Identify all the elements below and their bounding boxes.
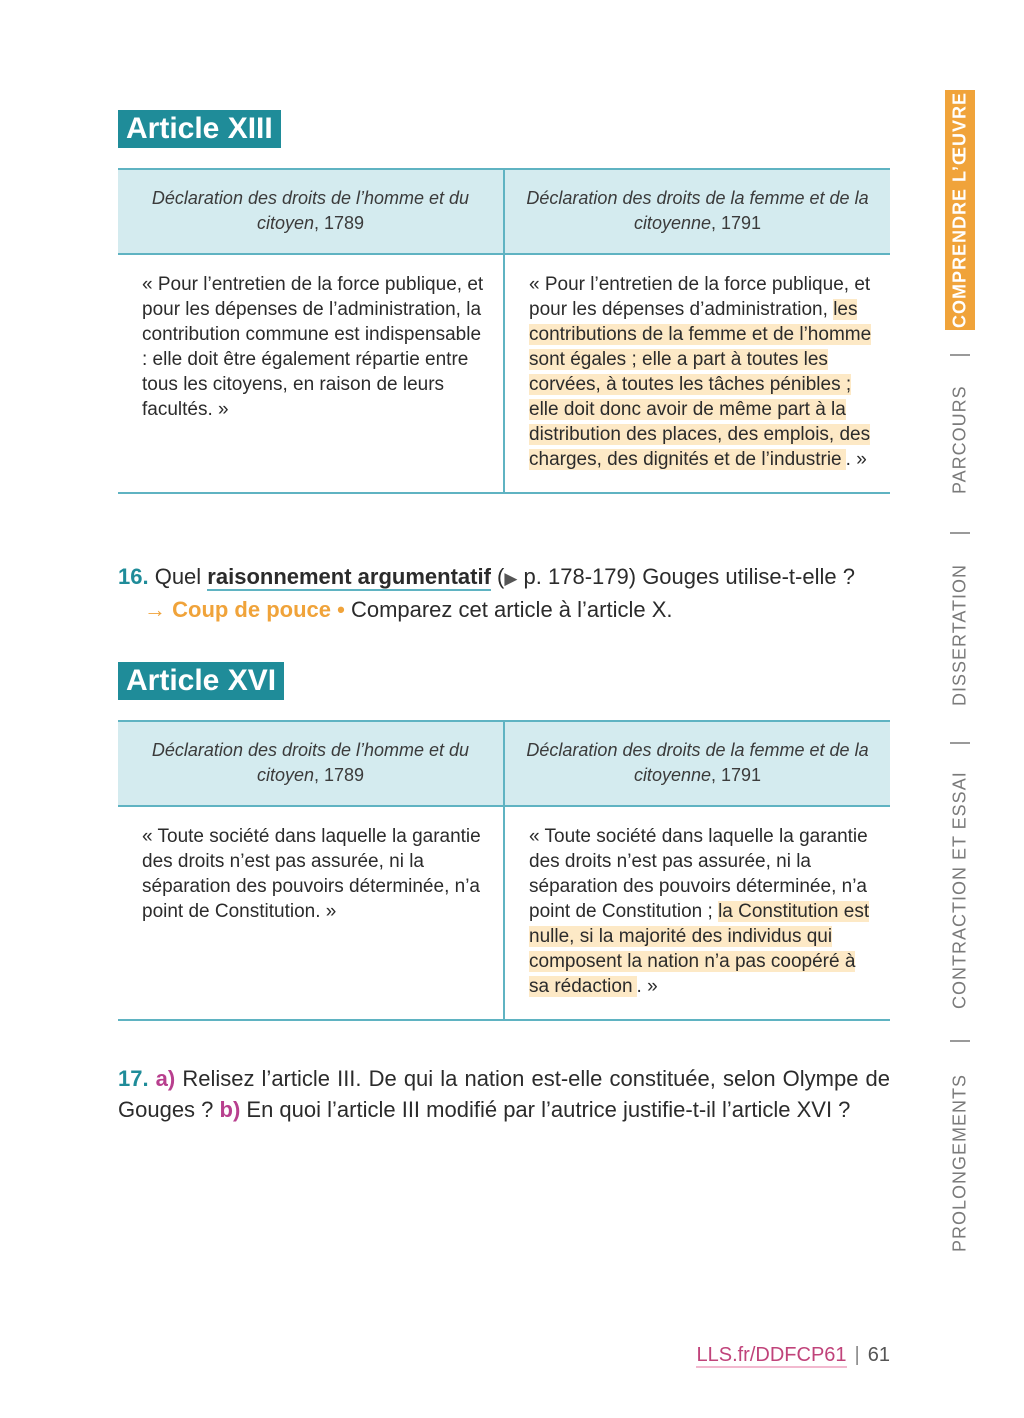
question-number: 16. — [118, 564, 149, 589]
col-1791-header — [504, 721, 890, 806]
col-1791-header — [504, 169, 890, 254]
side-nav-dissertation[interactable]: DISSERTATION — [949, 563, 970, 707]
side-nav-prolongements[interactable]: PROLONGEMENTS — [949, 1073, 970, 1253]
header-year: , 1791 — [711, 213, 762, 233]
col-1789-header — [118, 721, 504, 806]
resource-link[interactable]: LLS.fr/DDFCP61 — [696, 1344, 847, 1366]
page-reference[interactable]: p. 178-179) — [517, 564, 637, 589]
text-1789 — [118, 254, 504, 493]
side-nav-separator — [950, 532, 970, 534]
quote-text: « Pour l’entretien de la force publique, et pour les dépenses d’administration, — [529, 274, 871, 320]
question-text: Quel — [148, 564, 208, 589]
arrow-right-icon: → — [144, 597, 166, 622]
highlighted-text: la Constitution est nulle, si la majorité des individus qui composent la nation n’a pas coopéré à sa rédaction — [529, 901, 870, 997]
ref-open: ( — [490, 564, 505, 589]
sub-question-b: b) — [213, 1097, 241, 1122]
article-13-title: Article XIII — [118, 110, 281, 148]
side-nav-contraction[interactable]: CONTRACTION ET ESSAI — [949, 771, 970, 1009]
header-title: Déclaration des droits de l’homme et du citoyen — [151, 188, 470, 233]
header-year: , 1789 — [314, 765, 365, 785]
quote-end: . » — [845, 449, 867, 470]
footer — [696, 1342, 890, 1368]
question-text-a: Relisez l’article III. De qui la nation est-elle constituée, selon Olympe de Gouges ? — [118, 1066, 890, 1122]
table-row — [118, 806, 890, 1020]
side-nav-separator — [950, 742, 970, 744]
question-number: 17. — [118, 1066, 149, 1091]
quote-text: « Toute société dans laquelle la garantie des droits n’est pas assurée, ni la séparation des pouvoirs déterminée, n’a point de Constitution. » — [142, 826, 481, 922]
question-text: Gouges utilise-t-elle ? — [636, 564, 855, 589]
article-13-table — [118, 168, 890, 494]
header-year: , 1791 — [711, 765, 762, 785]
text-1791 — [504, 254, 890, 493]
question-17 — [118, 1063, 890, 1125]
page-number: 61 — [867, 1344, 890, 1366]
hint-line — [118, 594, 890, 625]
text-1789 — [118, 806, 504, 1020]
header-title: Déclaration des droits de la femme et de la citoyenne — [526, 740, 869, 785]
footer-separator: | — [854, 1344, 860, 1366]
article-16-title: Article XVI — [118, 662, 284, 700]
side-nav-parcours[interactable]: PARCOURS — [949, 385, 970, 495]
col-1789-header — [118, 169, 504, 254]
table-row — [118, 254, 890, 493]
hint-label: Coup de pouce • — [166, 597, 345, 622]
question-16 — [118, 561, 890, 625]
sub-question-a: a) — [148, 1066, 176, 1091]
quote-text: « Toute société dans laquelle la garantie des droits n’est pas assurée, ni la séparation des pouvoirs déterminée, n’a point de Constitution ; — [529, 826, 868, 922]
quote-end: . » — [636, 976, 658, 997]
quote-text: « Pour l’entretien de la force publique, et pour les dépenses de l’administration, la contribution commune est indispensable : elle doit être également répartie entre tous les citoyens, en raison de leurs facultés. » — [142, 274, 484, 420]
header-title: Déclaration des droits de l’homme et du citoyen — [151, 740, 470, 785]
header-title: Déclaration des droits de la femme et de la citoyenne — [526, 188, 869, 233]
play-arrow-icon: ▶ — [504, 569, 518, 588]
side-nav — [940, 90, 980, 1260]
text-1791 — [504, 806, 890, 1020]
table-header-row — [118, 169, 890, 254]
question-16-line — [118, 561, 890, 594]
side-nav-separator — [950, 354, 970, 356]
header-year: , 1789 — [314, 213, 365, 233]
highlighted-text: les contributions de la femme et de l’homme sont égales ; elle a part à toutes les corvées, à toutes les tâches pénibles ; elle doit donc avoir de même part à la distribution des places, des emplois, des charges, des dignités et de l’industrie — [529, 299, 872, 470]
side-nav-comprendre[interactable]: COMPRENDRE L’ŒUVRE — [945, 90, 975, 330]
question-text-b: En quoi l’article III modifié par l’autrice justifie-t-il l’article XVI ? — [240, 1097, 851, 1122]
side-nav-separator — [950, 1040, 970, 1042]
hint-text: Comparez cet article à l’article X. — [344, 597, 673, 622]
key-term-link[interactable]: raisonnement argumentatif — [207, 564, 491, 589]
table-header-row — [118, 721, 890, 806]
article-16-table — [118, 720, 890, 1021]
